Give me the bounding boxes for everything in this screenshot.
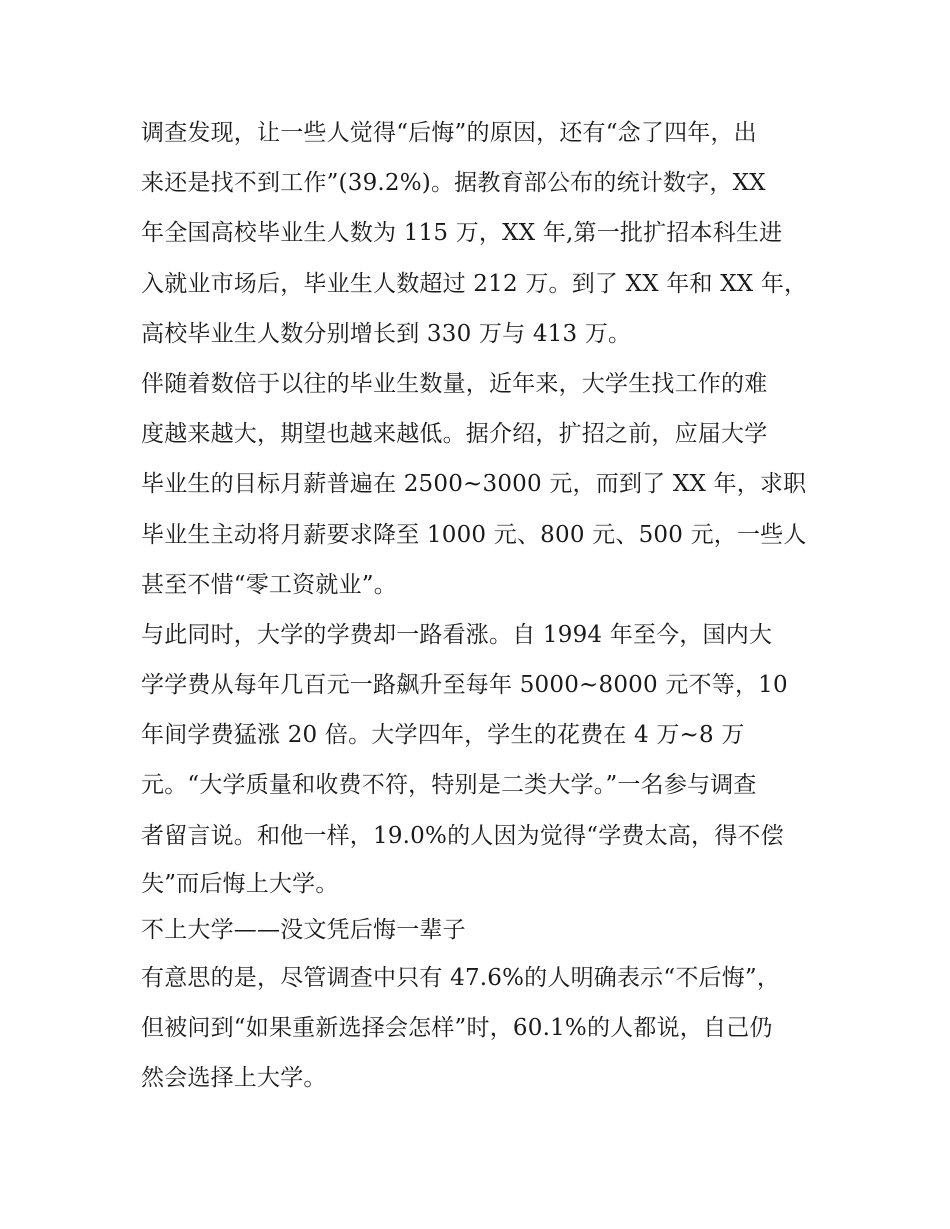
text-line: 学学费从每年几百元一路飙升至每年 5000~8000 元不等，10 [141,672,788,699]
text-line: 调查发现，让一些人觉得“后悔”的原因，还有“念了四年，出 [141,120,757,146]
text-line: 度越来越大，期望也越来越低。据介绍，扩招之前，应届大学 [141,421,768,448]
text-line: 来还是找不到工作”(39.2%)。据教育部公布的统计数字，XX [141,170,766,197]
text-line: 有意思的是，尽管调查中只有 47.6%的人明确表示“不后悔”， [141,964,781,991]
text-line: 与此同时，大学的学费却一路看涨。自 1994 年至今，国内大 [141,621,773,648]
text-line: 年全国高校毕业生人数为 115 万，XX 年,第一批扩招本科生进 [141,220,783,247]
text-line: 但被问到“如果重新选择会怎样”时，60.1%的人都说，自己仍 [141,1015,773,1041]
text-line: 毕业生的目标月薪普遍在 2500~3000 元，而到了 XX 年，求职 [141,471,807,498]
text-line: 高校毕业生人数分别增长到 330 万与 413 万。 [141,320,632,347]
section-heading: 不上大学——没文凭后悔一辈子 [141,916,466,943]
text-line: 者留言说。和他一样，19.0%的人因为觉得“学费太高，得不偿 [141,822,784,849]
text-line: 元。“大学质量和收费不符，特别是二类大学。”一名参与调查 [141,772,757,799]
text-line: 伴随着数倍于以往的毕业生数量，近年来，大学生找工作的难 [141,370,768,397]
document-body [141,108,813,1103]
text-line: 毕业生主动将月薪要求降至 1000 元、800 元、500 元，一些人 [141,521,807,548]
text-line: 甚至不惜“零工资就业”。 [141,571,397,598]
text-line: 失”而后悔上大学。 [141,870,339,897]
text-line: 年间学费猛涨 20 倍。大学四年，学生的花费在 4 万~8 万 [141,722,745,749]
text-line: 然会选择上大学。 [141,1065,327,1092]
text-line: 入就业市场后，毕业生人数超过 212 万。到了 XX 年和 XX 年， [141,270,808,297]
